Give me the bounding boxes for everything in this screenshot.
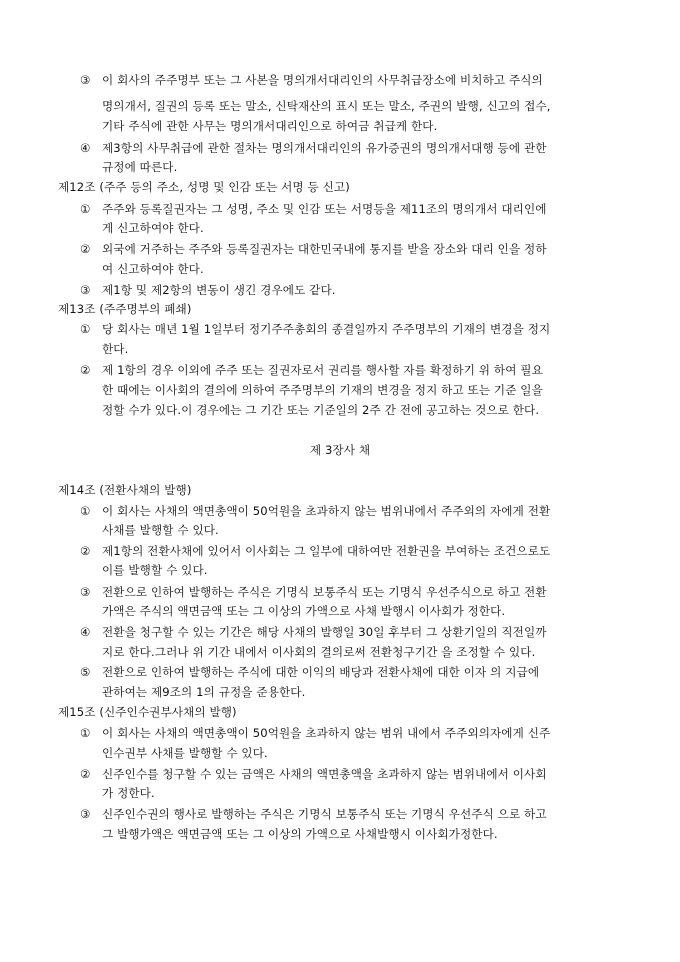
item-marker: ① (80, 726, 91, 740)
item-text-line: 사채를 발행할 수 있다. (102, 523, 219, 537)
item-text-line: 이 회사는 사채의 액면총액이 50억원을 초과하지 않는 범위내에서 주주외의 자에게 전환 (102, 504, 551, 518)
item-text-line: 여 신고하여야 한다. (102, 262, 204, 276)
article-heading: 제15조 (신주인수권부사채의 발행) (58, 705, 237, 719)
item-text-line: 명의개서, 질권의 등록 또는 말소, 신탁재산의 표시 또는 말소, 주권의 발행, 신고의 접수, (102, 99, 551, 113)
item-text-line: 기타 주식에 관한 사무는 명의개서대리인으로 하여금 취급케 한다. (102, 119, 438, 133)
item-text-line: 게 신고하여야 한다. (102, 221, 204, 235)
item-text-line: 정할 수가 있다.이 경우에는 그 기간 또는 기준일의 2주 간 전에 공고하는 것으로 한다. (102, 403, 540, 417)
item-marker: ③ (80, 585, 91, 599)
item-text-line: 한다. (102, 342, 129, 356)
item-text-line: 전환으로 인하여 발행하는 주식은 기명식 보통주식 또는 기명식 우선주식으로 하고 전환 (102, 585, 547, 599)
item-text-line: 그 발행가액은 액면금액 또는 그 이상의 가액으로 사채발행시 이사회가정한다. (102, 827, 498, 841)
item-marker: ④ (80, 141, 91, 155)
item-text-line: 전환으로 인하여 발행하는 주식에 대한 이익의 배당과 전환사채에 대한 이자 의 지급에 (102, 665, 540, 679)
item-text-line: 지로 한다.그러나 위 기간 내에서 이사회의 결의로써 전환청구기간 을 조정할 수 있다. (102, 645, 536, 659)
item-text-line: 외국에 거주하는 주주와 등록질권자는 대한민국내에 통지를 받을 장소와 대리 인을 정하 (102, 242, 547, 256)
item-marker: ③ (80, 73, 91, 87)
item-marker: ③ (80, 283, 91, 297)
item-marker: ② (80, 363, 91, 377)
item-text-line: 제1항 및 제2항의 변동이 생긴 경우에도 같다. (102, 283, 336, 297)
item-marker: ② (80, 767, 91, 781)
article-heading: 제14조 (전환사채의 발행) (58, 483, 192, 497)
item-marker: ③ (80, 807, 91, 821)
item-text-line: 이 회사는 사채의 액면총액이 50억원을 초과하지 않는 범위 내에서 주주외의자에게 신주 (102, 726, 551, 740)
item-text-line: 관하여는 제9조의 1의 규정을 준용한다. (102, 685, 306, 699)
item-text-line: 가 정한다. (102, 786, 155, 800)
article-heading: 제12조 (주주 등의 주소, 성명 및 인감 또는 서명 등 신고) (58, 180, 350, 194)
item-text-line: 가액은 주식의 액면금액 또는 그 이상의 가액으로 사채 발행시 이사회가 정한다. (102, 604, 506, 618)
item-text-line: 신주인수를 청구할 수 있는 금액은 사채의 액면총액을 초과하지 않는 범위내에서 이사회 (102, 767, 547, 781)
item-text-line: 이 회사의 주주명부 또는 그 사본을 명의개서대리인의 사무취급장소에 비치하고 주식의 (102, 73, 543, 87)
item-text-line: 주주와 등록질권자는 그 성명, 주소 및 인감 또는 서명등을 제11조의 명의개서 대리인에 (102, 202, 547, 216)
item-marker: ① (80, 202, 91, 216)
item-marker: ① (80, 322, 91, 336)
item-text-line: 제1항의 전환사채에 있어서 이사회는 그 일부에 대하여만 전환권을 부여하는 조건으로도 (102, 544, 551, 558)
item-text-line: 제 1항의 경우 이외에 주주 또는 질권자로서 권리를 행사할 자를 확정하기 위 하여 필요 (102, 363, 543, 377)
item-text-line: 당 회사는 매년 1월 1일부터 정기주주총회의 종결일까지 주주명부의 기재의 변경을 정지 (102, 322, 551, 336)
item-marker: ② (80, 544, 91, 558)
item-text-line: 제3항의 사무취급에 관한 절차는 명의개서대리인의 유가증권의 명의개서대행 등에 관한 (102, 141, 547, 155)
article-heading: 제13조 (주주명부의 폐쇄) (58, 302, 192, 316)
item-text-line: 한 때에는 이사회의 결의에 의하여 주주명부의 기재의 변경을 정지 하고 또는 기준 일을 (102, 383, 543, 397)
item-text-line: 이를 발행할 수 있다. (102, 563, 208, 577)
item-text-line: 인수권부 사채를 발행할 수 있다. (102, 746, 268, 760)
item-text-line: 전환을 청구할 수 있는 기간은 해당 사채의 발행일 30일 후부터 그 상환기일의 직전일까 (102, 625, 547, 639)
item-marker: ⑤ (80, 665, 91, 679)
item-marker: ④ (80, 625, 91, 639)
item-text-line: 규정에 따른다. (102, 160, 178, 174)
item-text-line: 신주인수권의 행사로 발행하는 주식은 기명식 보통주식 또는 기명식 우선주식 으로 하고 (102, 807, 547, 821)
item-marker: ② (80, 242, 91, 256)
chapter-heading: 제 3장사 채 (309, 443, 371, 457)
item-marker: ① (80, 504, 91, 518)
